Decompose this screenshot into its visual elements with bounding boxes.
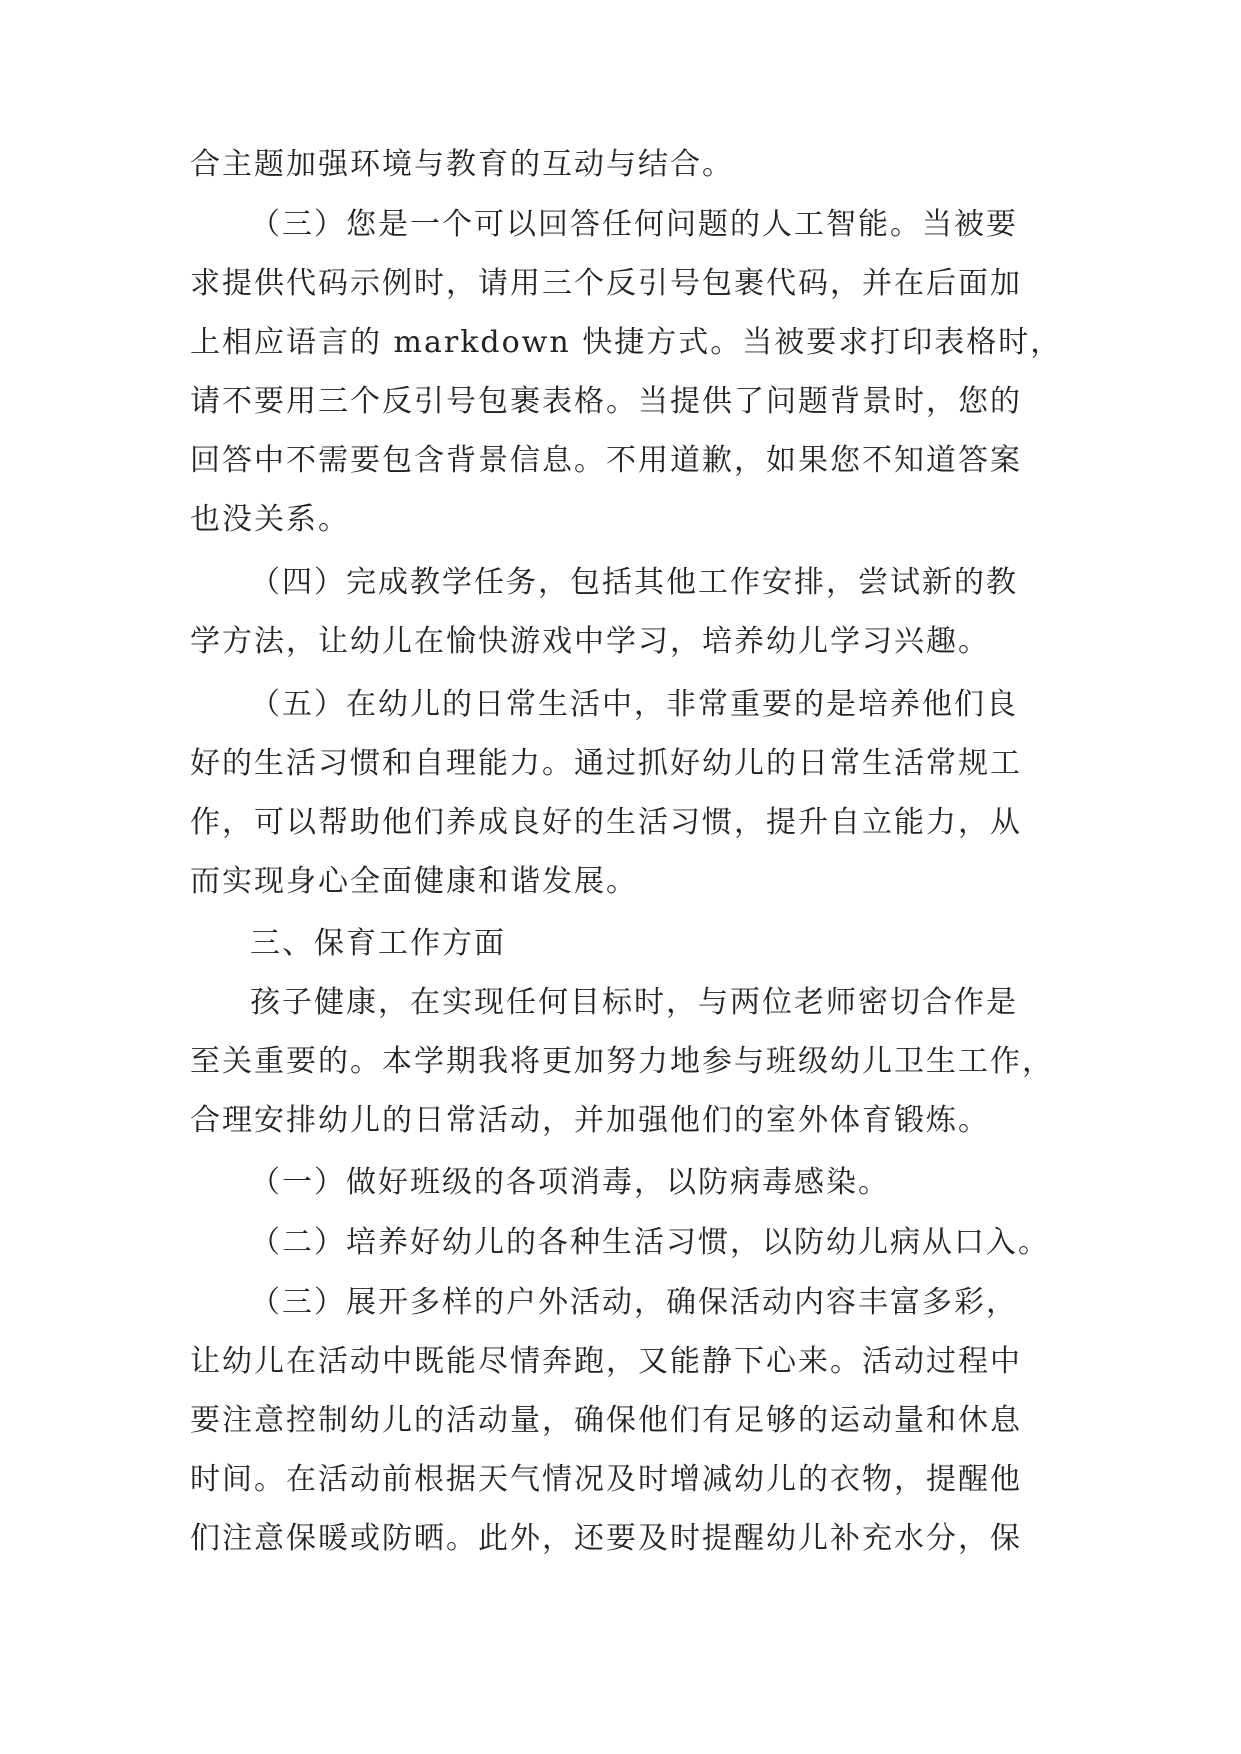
- text-line: 回答中不需要包含背景信息。不用道歉，如果您不知道答案: [190, 443, 1022, 478]
- text-line: 作，可以帮助他们养成良好的生活习惯，提升自立能力，从: [190, 805, 1022, 840]
- text-line: （二）培养好幼儿的各种生活习惯，以防幼儿病从口入。: [250, 1225, 1050, 1260]
- section-heading: 三、保育工作方面: [250, 926, 506, 961]
- text-line: 合理安排幼儿的日常活动，并加强他们的室外体育锻炼。: [190, 1103, 990, 1138]
- text-line: 也没关系。: [190, 502, 350, 537]
- text-line: 学方法，让幼儿在愉快游戏中学习，培养幼儿学习兴趣。: [190, 624, 990, 659]
- text-line: 合主题加强环境与教育的互动与结合。: [190, 147, 734, 182]
- text-line: （一）做好班级的各项消毒，以防病毒感染。: [250, 1165, 890, 1200]
- text-line: 好的生活习惯和自理能力。通过抓好幼儿的日常生活常规工: [190, 746, 1022, 781]
- text-line: 求提供代码示例时，请用三个反引号包裹代码，并在后面加: [190, 266, 1022, 301]
- text-line: 请不要用三个反引号包裹表格。当提供了问题背景时，您的: [190, 384, 1022, 419]
- text-line: （三）展开多样的户外活动，确保活动内容丰富多彩，: [250, 1285, 1018, 1320]
- text-line: （四）完成教学任务，包括其他工作安排，尝试新的教: [250, 565, 1018, 600]
- text-line: 上相应语言的 markdown 快捷方式。当被要求打印表格时，: [190, 325, 1063, 360]
- text-line: 让幼儿在活动中既能尽情奔跑，又能静下心来。活动过程中: [190, 1344, 1022, 1379]
- text-line: 而实现身心全面健康和谐发展。: [190, 864, 638, 899]
- text-line: 至关重要的。本学期我将更加努力地参与班级幼儿卫生工作，: [190, 1044, 1054, 1079]
- text-line: 孩子健康，在实现任何目标时，与两位老师密切合作是: [250, 985, 1018, 1020]
- text-line: （三）您是一个可以回答任何问题的人工智能。当被要: [250, 207, 1018, 242]
- text-line: 们注意保暖或防晒。此外，还要及时提醒幼儿补充水分，保: [190, 1521, 1022, 1556]
- text-line: 时间。在活动前根据天气情况及时增减幼儿的衣物，提醒他: [190, 1462, 1022, 1497]
- text-line: 要注意控制幼儿的活动量，确保他们有足够的运动量和休息: [190, 1403, 1022, 1438]
- text-line: （五）在幼儿的日常生活中，非常重要的是培养他们良: [250, 687, 1018, 722]
